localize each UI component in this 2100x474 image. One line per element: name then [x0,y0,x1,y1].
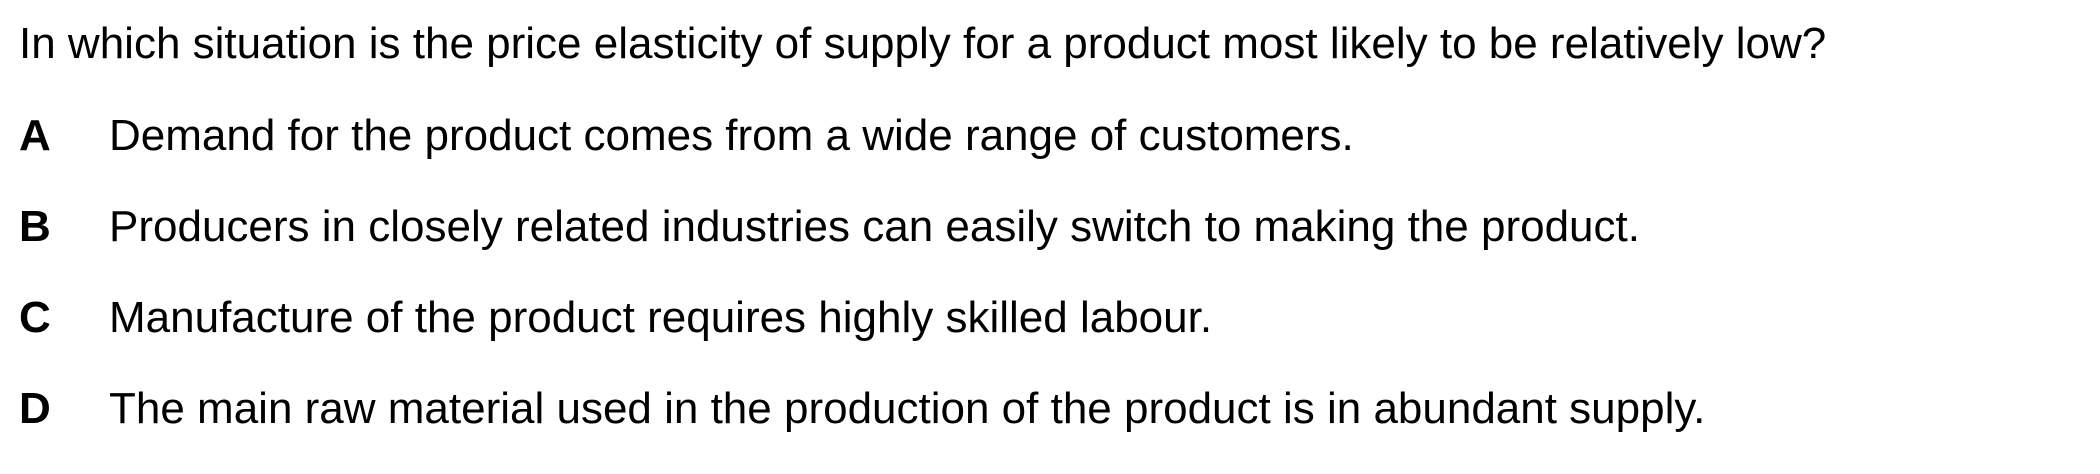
option-a[interactable] [19,110,1705,201]
option-text: The main raw material used in the production of the product is in abundant supply. [109,384,1706,433]
option-text: Producers in closely related industries can easily switch to making the product. [109,202,1640,251]
option-d[interactable] [19,383,1705,474]
option-letter: D [19,384,51,433]
option-letter: B [19,202,51,251]
option-letter: C [19,293,51,342]
option-text: Demand for the product comes from a wide range of customers. [109,111,1354,160]
option-b[interactable] [19,201,1705,292]
option-letter: A [19,111,51,160]
option-c[interactable] [19,292,1705,383]
answer-options-list [19,110,1705,474]
option-text: Manufacture of the product requires highly skilled labour. [109,293,1213,342]
question-text: In which situation is the price elasticity of supply for a product most likely to be relatively low? [19,19,1827,68]
